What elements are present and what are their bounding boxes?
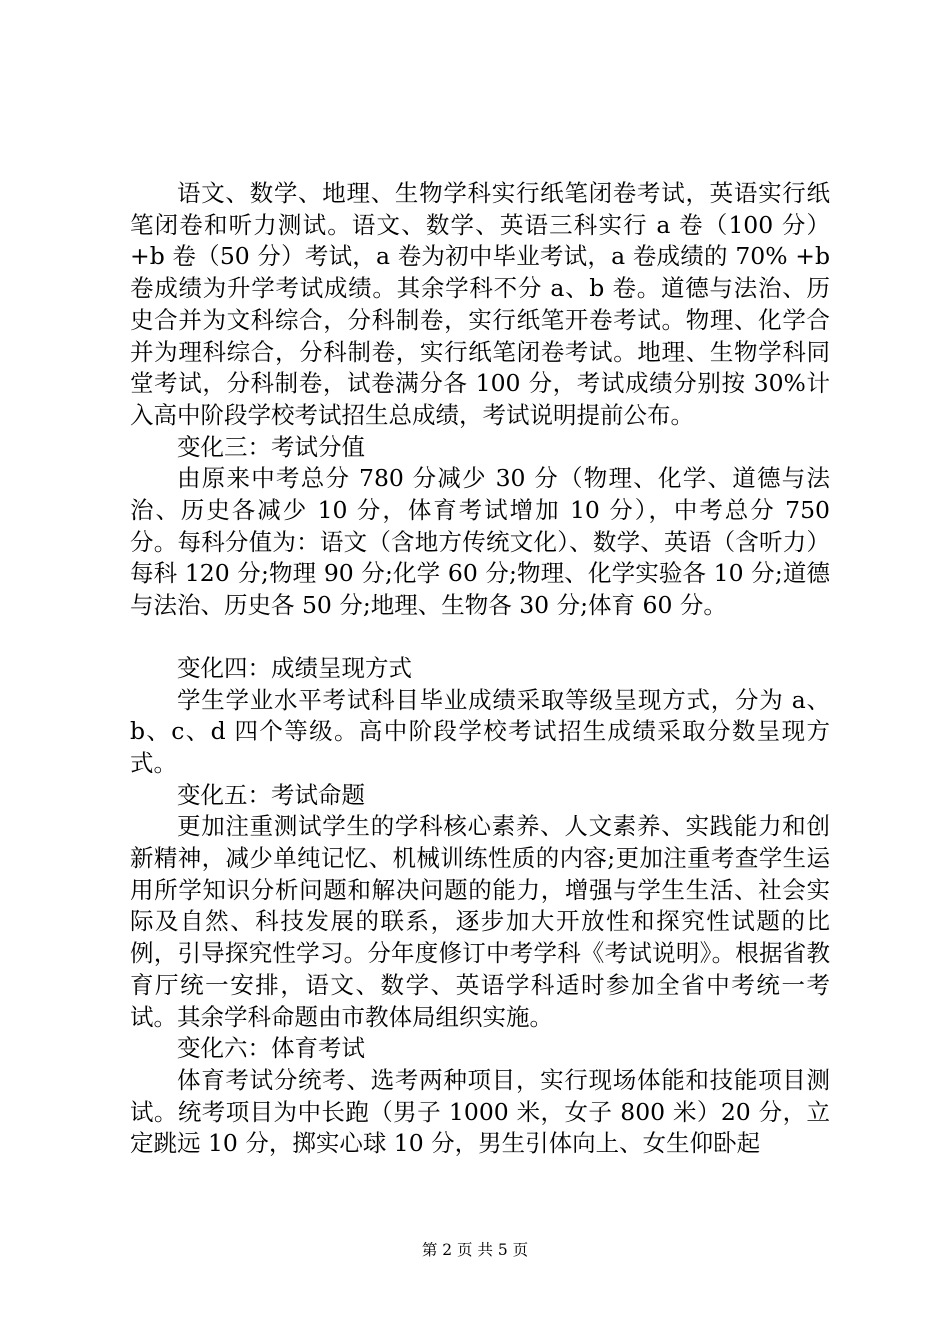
heading-change-three: 变化三：考试分值 xyxy=(177,432,365,461)
paragraph-exam-questions: 更加注重测试学生的学科核心素养、人文素养、实践能力和创新精神，减少单纯记忆、机械训练性质的内容;更加注重考查学生运用所学知识分析问题和解决问题的能力，增强与学生生活、社会实际及自然、科技发展的联系，逐步加大开放性和探究性试题的比例，引导探究性学习。分年度修订中考学科《考试说明》。根据省教育厅统一安排，语文、数学、英语学科适时参加全省中考统一考试。其余学科命题由市教体局组织实施。 xyxy=(130,812,830,1031)
heading-change-six: 变化六：体育考试 xyxy=(177,1034,365,1063)
heading-change-four: 变化四：成绩呈现方式 xyxy=(177,653,412,682)
page-footer xyxy=(0,1240,950,1260)
paragraph-pe-exam: 体育考试分统考、选考两种项目，实行现场体能和技能项目测试。统考项目为中长跑（男子 1000 米，女子 800 米）20 分，立定跳远 10 分，掷实心球 10 分，男生引体向上、女生仰卧起 xyxy=(130,1065,830,1158)
heading-change-five: 变化五：考试命题 xyxy=(177,780,365,809)
paragraph-score-values: 由原来中考总分 780 分减少 30 分（物理、化学、道德与法治、历史各减少 10 分，体育考试增加 10 分），中考总分 750 分。每科分值为：语文（含地方传统文化）、数学、英语（含听力）每科 120 分;物理 90 分;化学 60 分;物理、化学实验各 10 分;道德与法治、历史各 50 分;地理、生物各 30 分;体育 60 分。 xyxy=(130,464,830,620)
document-body xyxy=(130,178,830,1160)
paragraph-score-presentation: 学生学业水平考试科目毕业成绩采取等级呈现方式，分为 a、b、c、d 四个等级。高中阶段学校考试招生成绩采取分数呈现方式。 xyxy=(130,685,830,777)
paragraph-gap xyxy=(130,622,830,653)
page-number: 第 2 页 共 5 页 xyxy=(421,1241,529,1259)
paragraph-exam-format: 语文、数学、地理、生物学科实行纸笔闭卷考试，英语实行纸笔闭卷和听力测试。语文、数学、英语三科实行 a 卷（100 分）+b 卷（50 分）考试，a 卷为初中毕业考试，a 卷成绩的 70% +b 卷成绩为升学考试成绩。其余学科不分 a、b 卷。道德与法治、历史合并为文科综合，分科制卷，实行纸笔开卷考试。物理、化学合并为理科综合，分科制卷，实行纸笔闭卷考试。地理、生物学科同堂考试，分科制卷，试卷满分各 100 分，考试成绩分别按 30%计入高中阶段学校考试招生总成绩，考试说明提前公布。 xyxy=(130,179,830,429)
